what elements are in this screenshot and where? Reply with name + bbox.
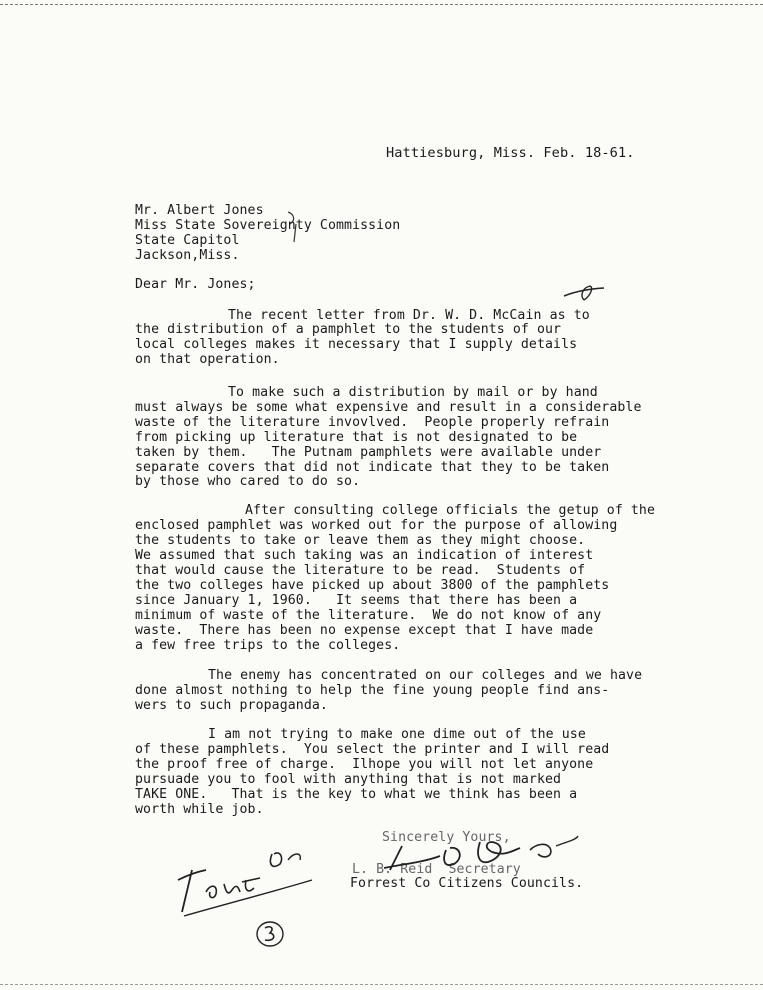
paragraph-1-line-4: on that operation. bbox=[135, 352, 280, 367]
address-line-2: Miss State Sovereignty Commission bbox=[135, 218, 401, 233]
paragraph-2-line-6: separate covers that did not indicate that they to be taken bbox=[135, 460, 610, 475]
date-line: Hattiesburg, Miss. Feb. 18-61. bbox=[386, 145, 635, 161]
organization: Forrest Co Citizens Councils. bbox=[350, 876, 584, 891]
paragraph-5-line-2: of these pamphlets. You select the printer and I will read bbox=[135, 742, 610, 757]
handwritten-check-mark bbox=[560, 282, 610, 304]
salutation: Dear Mr. Jones; bbox=[135, 277, 256, 292]
paragraph-3-line-2: enclosed pamphlet was worked out for the purpose of allowing bbox=[135, 518, 618, 533]
paragraph-4-line-1: The enemy has concentrated on our colleges and we have bbox=[208, 668, 643, 683]
closing: Sincerely Yours, bbox=[382, 830, 511, 845]
paragraph-3-line-8: minimum of waste of the literature. We do not know of any bbox=[135, 608, 602, 623]
paragraph-1-line-2: the distribution of a pamphlet to the students of our bbox=[135, 322, 562, 337]
top-scan-edge bbox=[0, 4, 763, 5]
paragraph-2-line-3: waste of the literature invovlved. People properly refrain bbox=[135, 415, 610, 430]
paragraph-2-line-7: by those who cared to do so. bbox=[135, 474, 361, 489]
paragraph-2-line-5: taken by them. The Putnam pamphlets were available under bbox=[135, 445, 602, 460]
handwritten-page-number-circle bbox=[254, 918, 286, 950]
paragraph-3-line-1: After consulting college officials the getup of the bbox=[245, 503, 656, 518]
address-line-4: Jackson,Miss. bbox=[135, 248, 240, 263]
paragraph-1-line-1: The recent letter from Dr. W. D. McCain as to bbox=[228, 308, 590, 323]
paragraph-3-line-4: We assumed that such taking was an indication of interest bbox=[135, 548, 594, 563]
paragraph-5-line-5: TAKE ONE. That is the key to what we think has been a bbox=[135, 787, 578, 802]
paragraph-5-line-1: I am not trying to make one dime out of the use bbox=[208, 727, 586, 742]
paragraph-3-line-5: that would cause the literature to be read. Students of bbox=[135, 563, 586, 578]
handwritten-margin-note bbox=[176, 840, 316, 920]
address-line-1: Mr. Albert Jones bbox=[135, 203, 264, 218]
paragraph-3-line-6: the two colleges have picked up about 3800 of the pamphlets bbox=[135, 578, 610, 593]
paragraph-3-line-3: the students to take or leave them as they might choose. bbox=[135, 533, 586, 548]
paragraph-2-line-1: To make such a distribution by mail or by hand bbox=[228, 385, 598, 400]
paragraph-2-line-4: from picking up literature that is not designated to be bbox=[135, 430, 578, 445]
address-line-3: State Capitol bbox=[135, 233, 240, 248]
paragraph-5-line-6: worth while job. bbox=[135, 802, 264, 817]
paragraph-5-line-3: the proof free of charge. Ilhope you will not let anyone bbox=[135, 757, 594, 772]
paragraph-3-line-7: since January 1, 1960. It seems that there has been a bbox=[135, 593, 578, 608]
signature-title: L. B. Reid Secretary bbox=[352, 862, 521, 877]
paragraph-4-line-2: done almost nothing to help the fine young people find ans- bbox=[135, 683, 610, 698]
bottom-scan-edge bbox=[0, 984, 763, 985]
paragraph-5-line-4: pursuade you to fool with anything that is not marked bbox=[135, 772, 562, 787]
paragraph-1-line-3: local colleges makes it necessary that I supply details bbox=[135, 337, 578, 352]
paragraph-2-line-2: must always be some what expensive and result in a considerable bbox=[135, 400, 642, 415]
paragraph-3-line-10: a few free trips to the colleges. bbox=[135, 638, 401, 653]
paragraph-3-line-9: waste. There has been no expense except that I have made bbox=[135, 623, 594, 638]
paragraph-4-line-3: wers to such propaganda. bbox=[135, 698, 328, 713]
